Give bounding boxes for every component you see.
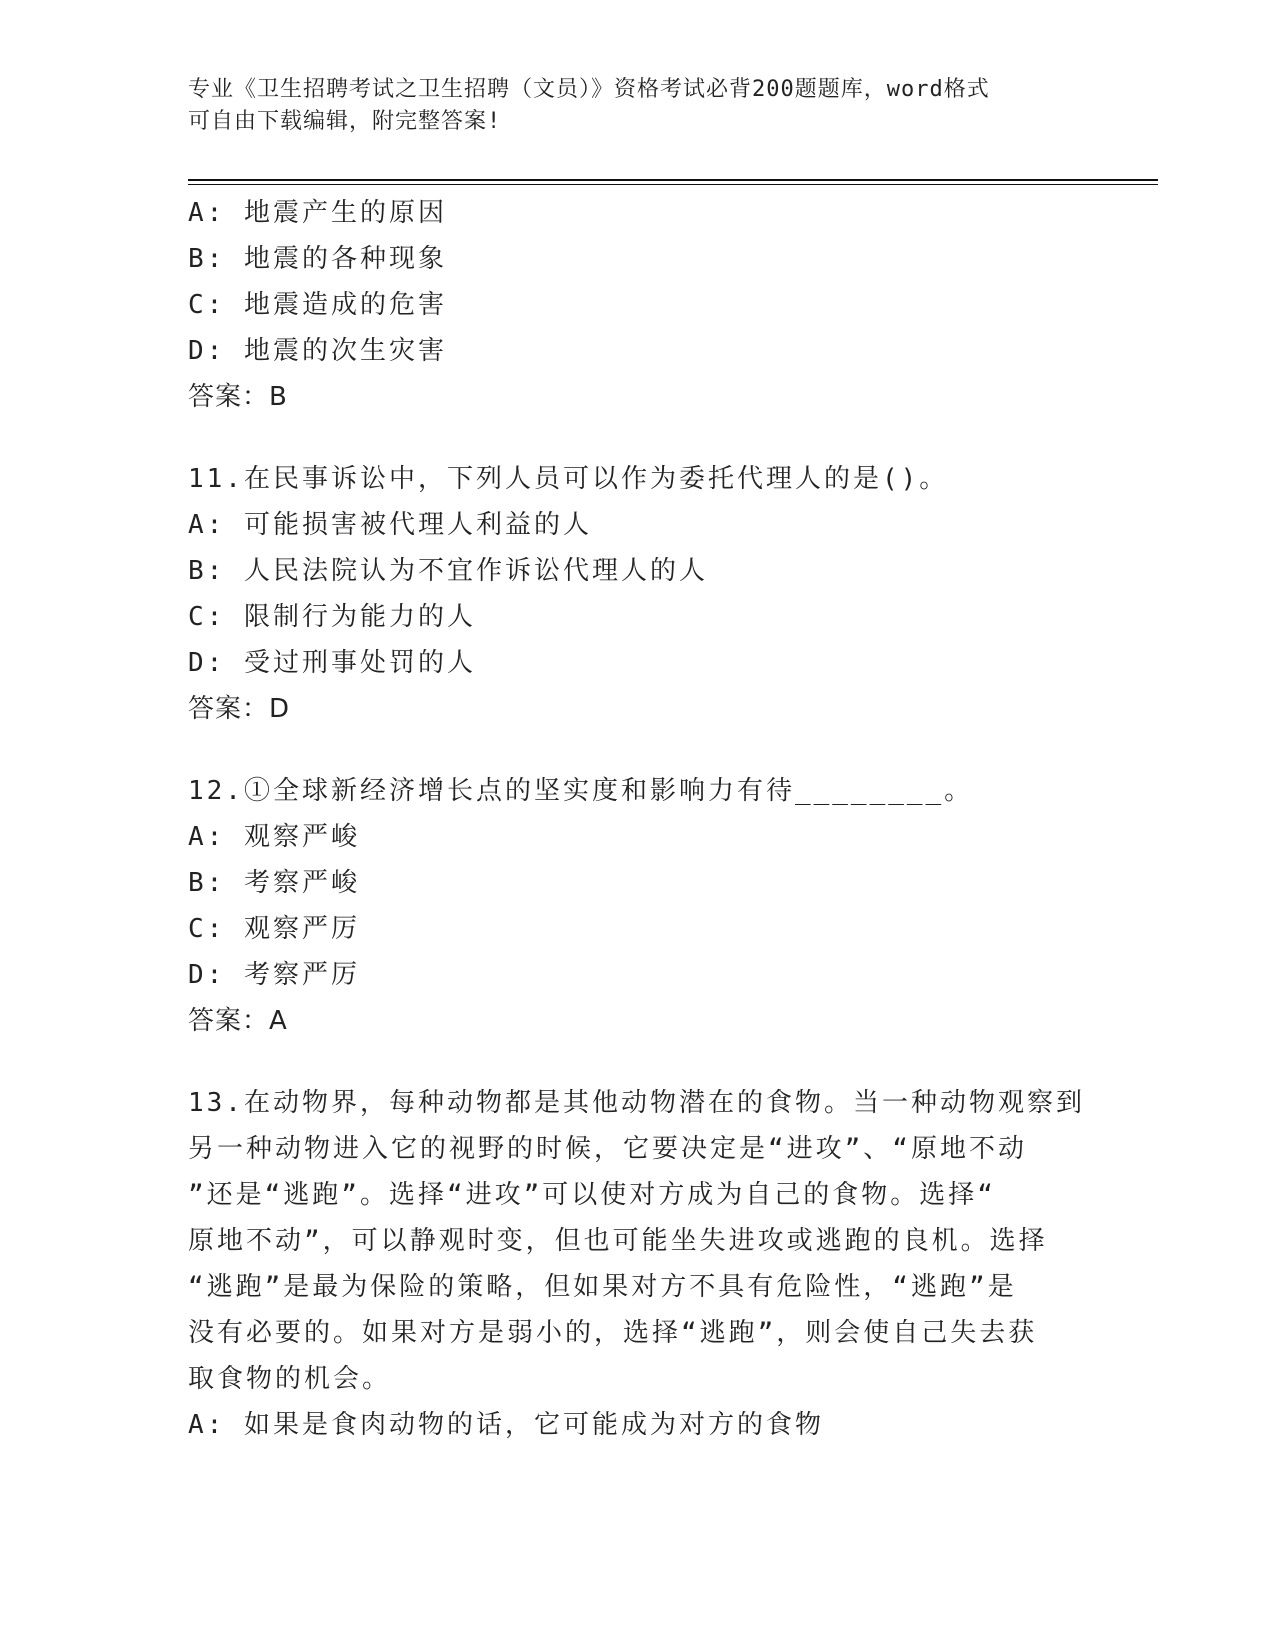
header-line-2: 可自由下载编辑，附完整答案! [188, 109, 502, 134]
question-11 [188, 456, 1088, 732]
option-d: D: 考察严厉 [188, 960, 360, 990]
question-text-line: 13.在动物界，每种动物都是其他动物潜在的食物。当一种动物观察到 [188, 1088, 1085, 1118]
question-text-line: ”还是“逃跑”。选择“进攻”可以使对方成为自己的食物。选择“ [188, 1180, 996, 1210]
option-a: A: 地震产生的原因 [188, 198, 447, 228]
question-13 [188, 1080, 1088, 1448]
question-text-line: 原地不动”，可以静观时变，但也可能坐失进攻或逃跑的良机。选择 [188, 1226, 1048, 1256]
question-list [188, 190, 1088, 1448]
option-c: C: 限制行为能力的人 [188, 602, 476, 632]
question-text: 12.①全球新经济增长点的坚实度和影响力有待________。 [188, 776, 974, 806]
document-header [188, 74, 1068, 138]
header-divider-thick [188, 179, 1158, 181]
option-b: B: 地震的各种现象 [188, 244, 447, 274]
answer: 答案：B [188, 382, 288, 412]
header-line-1: 专业《卫生招聘考试之卫生招聘（文员）》资格考试必背200题题库，word格式 [188, 77, 990, 102]
question-text-line: 另一种动物进入它的视野的时候，它要决定是“进攻”、“原地不动 [188, 1134, 1027, 1164]
question-text-line: 取食物的机会。 [188, 1364, 392, 1394]
answer: 答案：A [188, 1006, 288, 1036]
option-a: A: 可能损害被代理人利益的人 [188, 510, 592, 540]
header-divider-thin [188, 184, 1158, 185]
option-d: D: 受过刑事处罚的人 [188, 648, 476, 678]
option-d: D: 地震的次生灾害 [188, 336, 447, 366]
question-text-line: “逃跑”是最为保险的策略，但如果对方不具有危险性，“逃跑”是 [188, 1272, 1017, 1302]
option-c: C: 地震造成的危害 [188, 290, 447, 320]
question-10 [188, 190, 1088, 420]
answer: 答案：D [188, 694, 291, 724]
question-text-line: 没有必要的。如果对方是弱小的，选择“逃跑”，则会使自己失去获 [188, 1318, 1038, 1348]
option-c: C: 观察严厉 [188, 914, 360, 944]
option-b: B: 考察严峻 [188, 868, 360, 898]
option-b: B: 人民法院认为不宜作诉讼代理人的人 [188, 556, 708, 586]
option-a: A: 如果是食肉动物的话，它可能成为对方的食物 [188, 1410, 824, 1440]
question-12 [188, 768, 1088, 1044]
option-a: A: 观察严峻 [188, 822, 360, 852]
question-text: 11.在民事诉讼中，下列人员可以作为委托代理人的是()。 [188, 464, 949, 494]
